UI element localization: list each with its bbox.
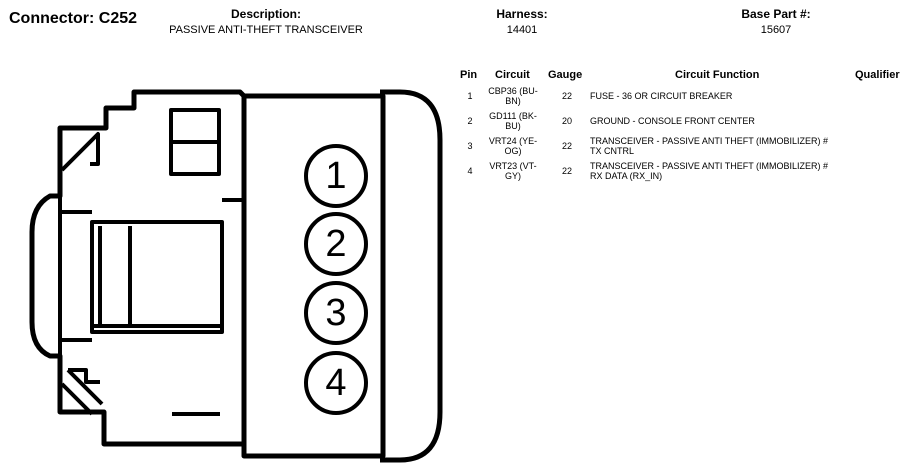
housing-outline [32,92,244,444]
description-value: PASSIVE ANTI-THEFT TRANSCEIVER [169,24,363,36]
row-4-circuit [484,161,542,181]
row-2-circuit-line-2: BU) [505,121,521,131]
pin-4-label: 4 [325,362,347,404]
row-2-function [590,116,850,126]
pin-4 [306,353,366,413]
harness-value: 14401 [506,24,538,36]
row-2-function-line-1: GROUND - CONSOLE FRONT CENTER [590,116,755,126]
pin-1-label: 1 [325,155,347,197]
connector-title: Connector: C252 [9,10,138,27]
row-1-circuit-line-1: CBP36 (BU- [488,86,538,96]
pin-2-label: 2 [325,223,347,265]
row-1-function-line-1: FUSE - 36 OR CIRCUIT BREAKER [590,91,733,101]
locking-bar-arm [60,212,92,340]
pin-3-label: 3 [325,292,347,334]
pin-2 [306,214,366,274]
row-1-circuit-line-2: BN) [505,96,521,106]
row-2-circuit-line-1: GD111 (BK- [489,111,537,121]
row-2-circuit [484,111,542,131]
column-header-gauge: Gauge [548,69,583,81]
base-part-value: 15607 [760,24,792,36]
upper-latch-diagonal [62,134,98,170]
lower-latch-diagonal [62,370,102,414]
row-4-circuit-line-2: GY) [504,171,521,181]
column-header-circuit: Circuit [495,69,530,81]
harness-label: Harness: [496,7,548,21]
row-2-gauge: 20 [561,116,572,126]
row-1-pin: 1 [467,91,473,101]
row-3-circuit [484,136,542,156]
locking-bar-inner [92,226,222,328]
column-header-pin: Pin [460,69,478,81]
row-1-function [590,91,850,101]
row-4-pin: 4 [467,166,473,176]
row-1-circuit [484,86,542,106]
row-2-pin: 2 [467,116,473,126]
row-3-function-line-1: TRANSCEIVER - PASSIVE ANTI THEFT (IMMOBILIZER) # [590,136,829,146]
connector-cap-outline [380,92,440,460]
row-1-gauge: 22 [561,91,572,101]
column-header-circuit-function: Circuit Function [675,69,760,81]
upper-latch [106,108,134,128]
locking-bar [92,222,222,332]
column-header-qualifier: Qualifier [855,69,900,81]
row-3-circuit-line-2: OG) [504,146,522,156]
description-label: Description: [230,7,301,21]
row-3-circuit-line-1: VRT24 (YE- [488,136,538,146]
row-3-function-line-2: TX CNTRL [590,146,635,156]
row-3-gauge: 22 [561,141,572,151]
row-3-pin: 3 [467,141,473,151]
row-4-function-line-2: RX DATA (RX_IN) [590,171,663,181]
row-4-function-line-1: TRANSCEIVER - PASSIVE ANTI THEFT (IMMOBILIZER) # [590,161,829,171]
row-4-function [590,161,850,181]
row-4-gauge: 22 [561,166,572,176]
row-4-circuit-line-1: VRT23 (VT- [489,161,537,171]
pin-3 [306,283,366,343]
row-3-function [590,136,850,156]
base-part-label: Base Part #: [741,7,811,21]
pin-1 [306,146,366,206]
